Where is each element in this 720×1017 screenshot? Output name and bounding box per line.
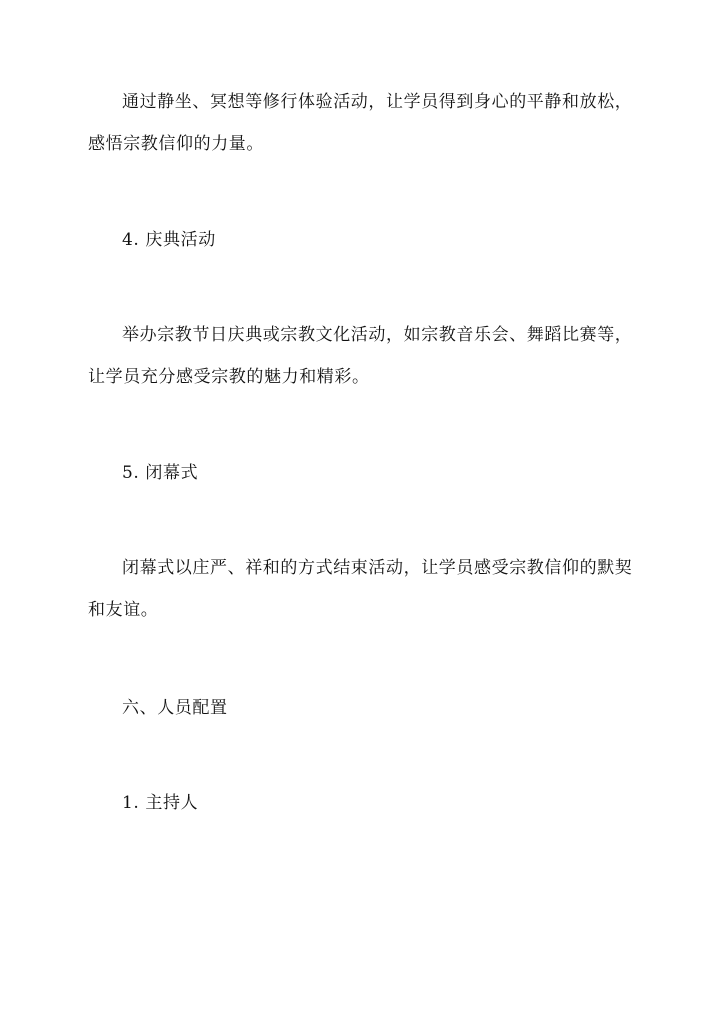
section-heading-staffing: 六、人员配置	[122, 698, 228, 718]
paragraph-meditation-experience: 通过静坐、冥想等修行体验活动，让学员得到身心的平静和放松，感悟宗教信仰的力量。	[88, 92, 633, 154]
paragraph-celebration-activities: 举办宗教节日庆典或宗教文化活动，如宗教音乐会、舞蹈比赛等，让学员充分感受宗教的魅力和精彩。	[88, 325, 633, 387]
heading-host: 1. 主持人	[122, 793, 199, 813]
paragraph-closing-ceremony: 闭幕式以庄严、祥和的方式结束活动，让学员感受宗教信仰的默契和友谊。	[88, 558, 633, 620]
heading-closing-ceremony: 5. 闭幕式	[122, 463, 199, 483]
heading-celebration-activities: 4. 庆典活动	[122, 230, 216, 250]
